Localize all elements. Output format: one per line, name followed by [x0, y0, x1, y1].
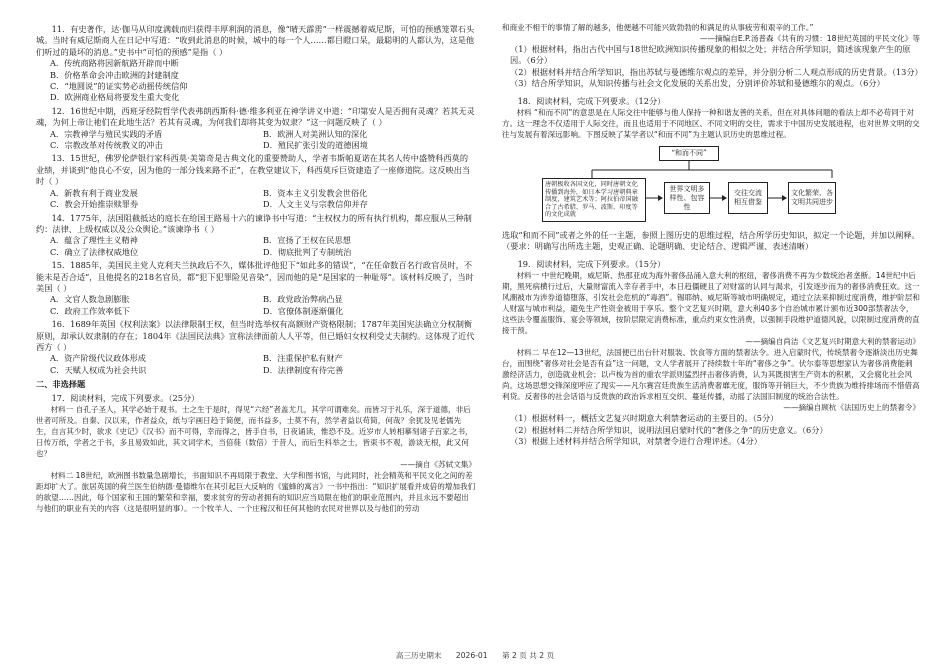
option-d[interactable]: D．官僚体制逐渐僵化 [263, 305, 344, 316]
section-heading: 二、非选择题 [36, 379, 86, 390]
option-c[interactable]: C．宗教改革对传统教义的冲击 [50, 140, 163, 151]
material-block [36, 404, 476, 514]
question-11 [36, 24, 476, 104]
diagram-result-box: 文化繁荣、各文明共同进步 [788, 182, 836, 214]
material: 材料 “和而不同”的意思是在人际交往中能够与他人保持一种和谐友善的关系，但在对具体问题的看法上却不必苟同于对方。这一理念不仅适用于人际交往，而且也适用于不同地区、不同文明的交往，需求于中国历史发展进程，也对世界文明的交往与发展有着深远影响。下图反映了某学者以“和而不同”为主题认识历史的思维过程。 [502, 108, 920, 140]
option-c[interactable]: C．确立了法律权威地位 [50, 246, 139, 257]
left-column [36, 22, 476, 514]
question-16 [36, 319, 476, 376]
question-15 [36, 260, 476, 317]
subquestion-1: （1）根据材料，指出古代中国与18世纪欧洲知识传播现象的相似之处；并结合所学知识，简述该现象产生的原因。（6分） [510, 44, 911, 66]
question-stem: 18．阅读材料，完成下列要求。（12分） [517, 95, 666, 106]
footer-exam-name: 高三历史期末 [395, 651, 442, 660]
footer-page-number: 第 2 页 共 2 页 [502, 651, 555, 660]
material-source: ——摘编自E.P.汤普森《共有的习惯：18世纪英国的平民文化》等 [699, 34, 920, 43]
option-a[interactable]: A．文官人数急剧膨胀 [50, 294, 130, 305]
option-d[interactable]: D．人文主义与宗教信仰并存 [263, 199, 368, 210]
question-stem: 16．1689年英国《权利法案》以法律限制王权，但当时选举权有高额财产资格限制；1787年美国宪法确立分权制衡原则，却承认奴隶制的存在；1804年《法国民法典》宣称法律面前人人平等，但已婚妇女权利受丈夫制约。这体现了近代西方（ ） [36, 319, 475, 352]
question-stem: 12．16世纪中期，西班牙经院哲学代表弗朗西斯科·德·维多利亚在神学讲义中道：“印第安人是否拥有灵魂？若其无灵魂，为何上帝让祂们在此地生活？若其有灵魂，为何我们却将其变为奴隶？”这一问题反映了（ ） [36, 105, 475, 128]
option-a[interactable]: A．新教有利于商业发展 [50, 187, 138, 198]
question-stem: 14．1775年，法国阻截抵达的庭长在给国王路易十六的谏诤书中写道：“主权权力的所有执行机构，都应服从三种制约：法律、上级权威以及公众舆论。”该谏诤书（ ） [36, 212, 472, 234]
material-block [502, 22, 920, 44]
options [36, 235, 476, 258]
material-source: ——摘编自尚洁《文艺复兴时期意大利的禁奢运动》 [745, 337, 920, 347]
options [36, 353, 476, 376]
question-19 [502, 259, 920, 448]
option-b[interactable]: B．价格革命会冲击欧洲的封建制度 [50, 69, 179, 80]
option-d[interactable]: D．法律制度有待完善 [263, 364, 344, 375]
subquestion-1: （1）根据材料一，概括文艺复兴时期意大利禁奢运动的主要目的。（5分） [510, 413, 779, 424]
diagram-history-box: 唐朝极收各国文化，同时唐朝文化传播到海外，如日本学习唐朝典章制度，建筑艺术等；阿拉伯帝国融合了古希腊、罗马、波斯、印度等的文化成就 [542, 178, 646, 222]
material-1: 材料一 中世纪晚期，威尼斯、热那亚成为海外奢侈品涌入意大利的枢纽，奢侈消费不再为少数统治者垄断。14世纪中后期，黑死病横行过后，大量财富流入幸存者手中，本日趋僵硬且了对财富的认同与渴求，引发逐步而为的奢侈消费狂欢。这一风潮被市为涉券道德堕落，引发社会危机的“毒酒”。锡耶纳、威尼斯等城市明确规定，通过立法来抑制过度消费，维护阶层和人财富与城市利益，避免生产性资金被用于享乐。整个文艺复兴时期，意大利40多个自治城市累计颁布近300部禁奢法令，这些法令覆盖服饰、宴会等领域，按阶层限定消费标准，重点约束女性消费，以强制手段维护道德风貌，以限制过度消费的直接干预。 [502, 271, 920, 336]
diagram-theme-box: “和而不同” [659, 146, 719, 161]
option-c[interactable]: C．天赋人权成为社会共识 [50, 364, 147, 375]
option-b[interactable]: B．政党政治弊病凸显 [263, 294, 343, 305]
option-a[interactable]: A．传统商路将因新航路开辟而中断 [50, 58, 179, 69]
option-d[interactable]: D．殖民扩张引发的道德困境 [263, 140, 368, 151]
option-c[interactable]: C．“地圆说”的证实势必动摇传统信仰 [50, 81, 188, 92]
option-a[interactable]: A．资产阶级代议政体形成 [50, 353, 146, 364]
question-stem: 13．15世纪，佛罗伦萨银行家科西莫·美第奇是古典文化的重要赞助人，学者韦斯帕夏诺在其名人传中盛赞科西莫的业绩，并谈到“他良心不安，因为他的一部分钱来路不正”，在教堂建议下，科西莫斥巨资建造了一座修道院。这反映出当时（ ） [36, 153, 471, 187]
question-stem: 19．阅读材料，完成下列要求。（15分） [517, 258, 666, 269]
option-d[interactable]: D．彻底批判了专制统治 [263, 246, 352, 257]
question-12 [36, 106, 476, 152]
options [36, 129, 476, 152]
option-a[interactable]: A．宗教神学与殖民实践的矛盾 [50, 128, 163, 139]
subquestion-2: （2）根据材料并结合所学知识，指出苏轼与曼德维尔观点的差异，并分别分析二人观点形成的历史背景。（13分） [510, 66, 923, 77]
footer-date: 2026-01 [455, 651, 488, 660]
question-19-subquestions [502, 413, 920, 447]
option-c[interactable]: C．教会开始推崇赎罪券 [50, 199, 139, 210]
question-stem: 11．有史著作，达·伽马从印度满载而归获得丰厚利润的消息，像“晴天霹雳”一样震撼着威尼斯，可怕的预感笼罩石头城。当时有威尼斯商人在日记中写道：“收到此消息的时候，城中的每一个人……都目瞪口呆，最聪明的人都认为，这是他们听过的最坏的消息。”史书中“可怕的预感”是指（ ） [36, 24, 475, 57]
subquestion-3: （3）结合所学知识，从知识传播与社会文化发展的关系出发，分别评价苏轼和曼德维尔的观点。（6分） [510, 78, 885, 89]
diagram-exchange-box: 交往交流相互借鉴 [728, 182, 768, 214]
material-source: ——摘自《苏轼文集》 [400, 460, 476, 469]
question-stem: 15．1885年，美国民主党人克利夫兰执政后不久，媒体批评他犯下“如此多的错误”，“在任命数百名行政官员时，不能未是否合适”，且他提名的218名官员，都“犯下犯罪险见音染”，因而他的是“是国家的一种耻辱”。该材料反映了，当时美国（ ） [36, 260, 474, 293]
material-2: 材料二 18世纪，欧洲图书数量急剧增长，书面知识不再局限于教堂、大学和图书馆，与此同时，社会精英和平民文化之间的差距却扩大了。旅居英国的荷兰医生伯纳德·曼德维尔在其引起巨大反响的《蜜蜂的寓言》一书中指出：“知识扩展看并成倍的增加我们的欲望……因此，每个国家和王国的繁荣和幸福，要求贫穷的劳动者拥有的知识应当局限在他们的职业范围内，并且永远不要超出与他们的职业有关的内容（这是很明显的事）。一个牧羊人、一个庄稼汉和任何其他的农民对世界以及与他们的劳动 [36, 471, 476, 513]
options [36, 188, 476, 211]
option-b[interactable]: B．注重保护私有财产 [263, 353, 343, 364]
diagram-civilization-box: 世界文明多样性、包容性 [664, 182, 710, 214]
options [36, 58, 476, 104]
option-b[interactable]: B．宣扬了王权在民思想 [263, 235, 351, 246]
material-source: ——摘编自顾杭《法国历史上的禁奢令》 [783, 403, 920, 413]
question-stem: 17．阅读材料，完成下列要求。（25分） [51, 392, 200, 403]
question-14 [36, 213, 476, 259]
question-17-subquestions [502, 44, 923, 90]
material-block [502, 107, 920, 140]
material-block [502, 270, 920, 413]
options [36, 294, 476, 317]
subquestion-2: （2）根据材料二并结合所学知识，说明法国启蒙时代的“奢侈之争”的历史意义。（6分） [510, 424, 828, 435]
right-column [502, 22, 923, 447]
page-footer [0, 650, 950, 661]
question-13 [36, 153, 476, 210]
material-2: 材料二 早在12—13世纪，法国便已出台针对服装、饮食等方面的禁奢法令。进入启蒙时代，传统禁奢令逐渐淡出历史舞台，而围绕“奢侈对社会是否有益”这一问题，文人学者展开了持续数十年的“奢侈之争”。伏尔泰等思想家认为奢侈消费能刺激经济活力，创造就业机会；以卢梭为首的重农学派则猛烈抨击奢侈消费，认为其既损害生产资本的积累，又会腐化社会风尚。这场思想交锋深度呼应了现实——凡尔赛宫廷贵族生活消费奢靡无度，服饰等开销巨大，不少贵族为维持排场而不惜借高利贷。反奢侈的社会话语与反贵族的政治诉求相互交织、蔓延传播，动摇了法国旧制度的统治合法性。 [502, 348, 920, 402]
thinking-process-diagram [542, 144, 862, 226]
question-task: 选取“和而不同”或者之外的任一主题，参照上图历史的思维过程，结合所学历史知识，拟定一个论题，并加以阐释。（要求：明确写出所选主题，史观正确、论题明确、史论结合、逻辑严谨、表述清晰） [502, 230, 920, 252]
material-1: 材料一 自孔子圣人，其学必始于观书。士之生于是时，得见“六经”者盖尤几，其学可谓难矣。而皆习于礼乐，深于道德，非后世者可所及。自秦、汉以来，作者益众，纸与字画日趋于简便，而书益多，士莫不有，然学者益以苟简，何哉？余犹及见老儒先生，自言其少时，欲求《史记》《汉书》而不可得，幸而得之，皆手自书，日夜诵读，惟恐不及。近岁市人转相摹刻诸子百家之书，日传万纸，学者之于书，多且易致如此，其文词学术，当倍蓰（数倍）于昔人，而后生科举之士，皆束书不观，游谈无根，此又何也？ [36, 405, 473, 458]
material-2-continued: 和商业不相干的事情了解的越多，他便越不可能兴致勃勃的和满足的从事疲劳和艰辛的工作。” [502, 23, 814, 32]
question-17 [36, 393, 476, 514]
question-18 [502, 96, 920, 253]
option-d[interactable]: D．欧洲商业格局将要发生重大变化 [50, 92, 180, 103]
option-b[interactable]: B．资本主义引发教会世俗化 [263, 187, 368, 198]
option-c[interactable]: C．政府工作效率低下 [50, 305, 130, 316]
subquestion-3: （3）根据上述材料并结合所学知识，对禁奢令进行合理评述。（4分） [510, 436, 762, 447]
option-b[interactable]: B．欧洲人对美洲认知的深化 [263, 128, 368, 139]
option-a[interactable]: A．蕴含了理性主义精神 [50, 235, 138, 246]
